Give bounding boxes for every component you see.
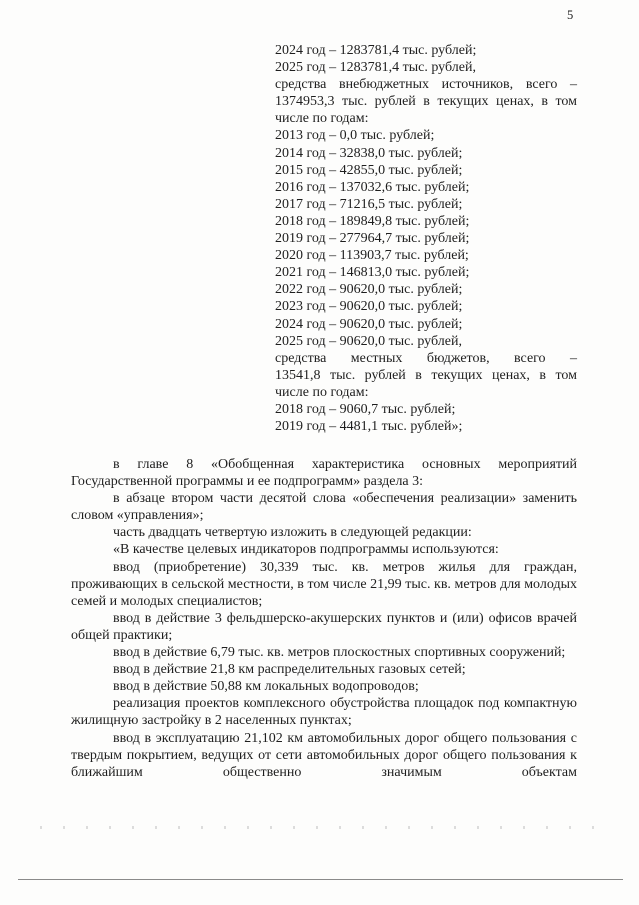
- page-edge-divider: [18, 879, 623, 880]
- paragraph: ввод (приобретение) 30,339 тыс. кв. метров жилья для граждан, проживающих в сельской местности, в том числе 21,99 тыс. кв. метров для молодых семей и молодых специалистов;: [71, 559, 577, 609]
- scan-artifact: [40, 826, 600, 829]
- funding-line: 2018 год – 9060,7 тыс. рублей;: [275, 401, 456, 417]
- funding-line: 2019 год – 4481,1 тыс. рублей»;: [275, 419, 463, 435]
- funding-line: 2018 год – 189849,8 тыс. рублей;: [275, 213, 470, 229]
- paragraph: в главе 8 «Обобщенная характеристика основных мероприятий Государственной программы и ее подпрограмм» раздела 3:: [71, 457, 577, 490]
- funding-line: 2013 год – 0,0 тыс. рублей;: [275, 128, 435, 144]
- paragraph: ввод в действие 50,88 км локальных водопроводов;: [113, 679, 419, 695]
- paragraph: часть двадцать четвертую изложить в следующей редакции:: [113, 525, 472, 541]
- funding-line: 2025 год – 1283781,4 тыс. рублей,: [275, 60, 476, 76]
- funding-line: средства внебюджетных источников, всего –: [275, 77, 577, 93]
- funding-line: 13541,8 тыс. рублей в текущих ценах, в том: [275, 367, 577, 383]
- funding-line: 2025 год – 90620,0 тыс. рублей,: [275, 333, 462, 349]
- funding-line: 2017 год – 71216,5 тыс. рублей;: [275, 196, 463, 212]
- funding-line: числе по годам:: [275, 384, 369, 400]
- funding-line: 2015 год – 42855,0 тыс. рублей;: [275, 162, 463, 178]
- funding-line: 2024 год – 90620,0 тыс. рублей;: [275, 316, 463, 332]
- funding-line: 2024 год – 1283781,4 тыс. рублей;: [275, 43, 477, 58]
- funding-line: 2023 год – 90620,0 тыс. рублей;: [275, 299, 463, 315]
- funding-line: средства местных бюджетов, всего –: [275, 350, 577, 366]
- paragraph: ввод в действие 3 фельдшерско-акушерских пунктов и (или) офисов врачей общей практики;: [71, 610, 577, 643]
- paragraph: «В качестве целевых индикаторов подпрограммы используются:: [113, 542, 499, 558]
- funding-line: 2020 год – 113903,7 тыс. рублей;: [275, 248, 469, 264]
- funding-line: 2016 год – 137032,6 тыс. рублей;: [275, 179, 470, 195]
- funding-line: 1374953,3 тыс. рублей в текущих ценах, в том: [275, 94, 577, 110]
- funding-line: 2014 год – 32838,0 тыс. рублей;: [275, 145, 463, 161]
- paragraph: реализация проектов комплексного обустройства площадок под компактную жилищную застройку в 2 населенных пунктах;: [71, 696, 577, 729]
- paragraph: ввод в действие 6,79 тыс. кв. метров плоскостных спортивных сооружений;: [113, 645, 566, 661]
- paragraph: ввод в действие 21,8 км распределительных газовых сетей;: [113, 662, 466, 678]
- funding-line: числе по годам:: [275, 111, 369, 127]
- funding-line: 2019 год – 277964,7 тыс. рублей;: [275, 231, 470, 247]
- page-number: 5: [567, 8, 574, 22]
- funding-line: 2022 год – 90620,0 тыс. рублей;: [275, 282, 463, 298]
- funding-line: 2021 год – 146813,0 тыс. рублей;: [275, 265, 470, 281]
- paragraph: ввод в эксплуатацию 21,102 км автомобильных дорог общего пользования с твердым покрытием, ведущих от сети автомобильных дорог общего пользования к ближайшим общественно значимым объектам: [71, 730, 577, 780]
- paragraph: в абзаце втором части десятой слова «обеспечения реализации» заменить словом «управления»;: [71, 491, 577, 524]
- funding-column: [275, 42, 577, 435]
- document-body: [71, 456, 577, 781]
